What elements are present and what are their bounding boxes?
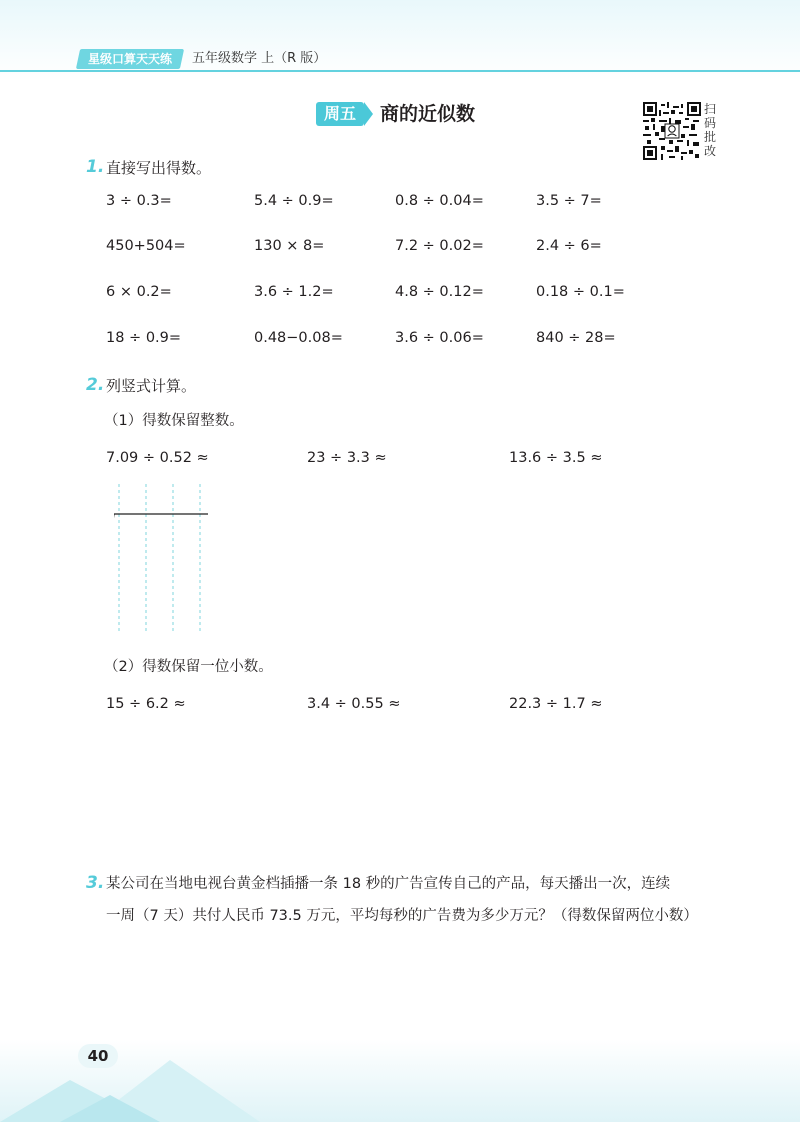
series-tag: 星级口算天天练	[76, 49, 184, 69]
q1-expression: 0.48−0.08=	[254, 330, 343, 346]
q1-expression: 5.4 ÷ 0.9=	[254, 193, 334, 209]
q2-part2-expression: 15 ÷ 6.2 ≈	[106, 696, 186, 712]
q1-expression: 450+504=	[106, 238, 186, 254]
question-1-instruction: 直接写出得数。	[106, 159, 212, 177]
question-3-line-2: 一周（7 天）共付人民币 73.5 万元，平均每秒的广告费为多少万元？（得数保留两位小数）	[106, 908, 698, 924]
q2-part1-expression: 13.6 ÷ 3.5 ≈	[509, 450, 603, 466]
question-number-3: 3.	[86, 873, 105, 893]
page-number: 40	[78, 1044, 118, 1068]
q1-expression: 0.18 ÷ 0.1=	[536, 284, 625, 300]
q1-expression: 3 ÷ 0.3=	[106, 193, 172, 209]
footer-decoration	[0, 1040, 800, 1122]
q2-part2-expression: 22.3 ÷ 1.7 ≈	[509, 696, 603, 712]
q1-expression: 0.8 ÷ 0.04=	[395, 193, 484, 209]
q2-part1-expression: 23 ÷ 3.3 ≈	[307, 450, 387, 466]
q1-expression: 7.2 ÷ 0.02=	[395, 238, 484, 254]
q2-part2-label: （2）得数保留一位小数。	[104, 659, 273, 675]
qr-caption: 扫码批改	[704, 102, 717, 158]
qr-code-icon[interactable]	[643, 102, 701, 160]
q1-expression: 3.5 ÷ 7=	[536, 193, 602, 209]
q1-expression: 840 ÷ 28=	[536, 330, 616, 346]
q1-expression: 4.8 ÷ 0.12=	[395, 284, 484, 300]
day-badge: 周五	[316, 102, 364, 126]
q2-part1-label: （1）得数保留整数。	[104, 413, 244, 429]
question-number-1: 1.	[86, 157, 105, 177]
q1-expression: 3.6 ÷ 0.06=	[395, 330, 484, 346]
q1-expression: 2.4 ÷ 6=	[536, 238, 602, 254]
page-title: 商的近似数	[380, 103, 476, 125]
book-title: 五年级数学 上（R 版）	[192, 51, 327, 66]
question-3-line-1: 某公司在当地电视台黄金档插播一条 18 秒的广告宣传自己的产品，每天播出一次，连续	[106, 876, 671, 892]
question-number-2: 2.	[86, 375, 105, 395]
q1-expression: 18 ÷ 0.9=	[106, 330, 182, 346]
question-2-instruction: 列竖式计算。	[106, 377, 197, 395]
q2-part1-expression: 7.09 ÷ 0.52 ≈	[106, 450, 209, 466]
q2-part2-expression: 3.4 ÷ 0.55 ≈	[307, 696, 401, 712]
q1-expression: 6 × 0.2=	[106, 284, 172, 300]
q1-expression: 3.6 ÷ 1.2=	[254, 284, 334, 300]
mascot-icon	[665, 124, 679, 138]
long-division-guide[interactable]	[114, 484, 214, 634]
q1-expression: 130 × 8=	[254, 238, 325, 254]
